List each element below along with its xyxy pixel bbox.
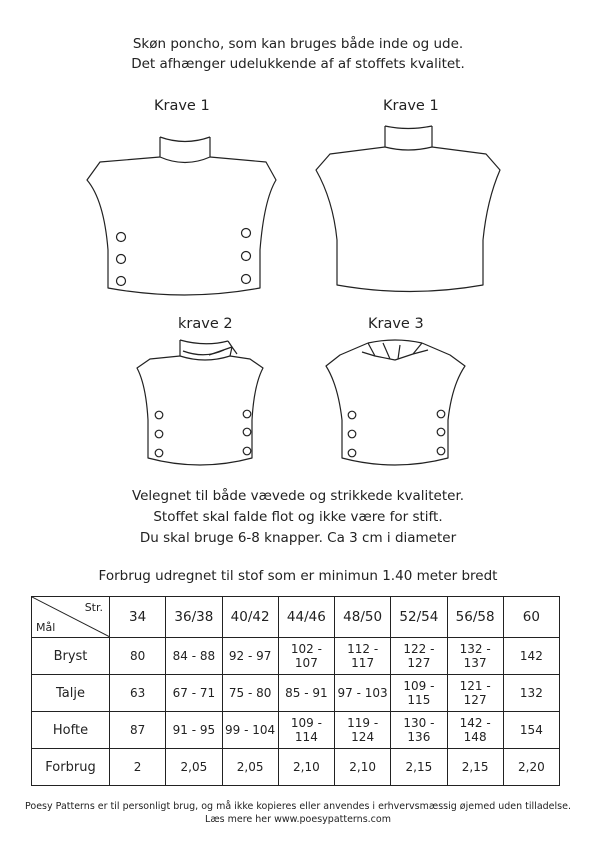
footer [0, 800, 596, 826]
notes-line-1: Velegnet til både vævede og strikkede kvaliteter. [131, 488, 465, 504]
table-cell: 142 - 148 [447, 712, 503, 749]
table-cell: 154 [503, 712, 559, 749]
size-header: 48/50 [335, 597, 391, 638]
table-cell: 119 - 124 [335, 712, 391, 749]
poncho-front-krave-1 [87, 137, 276, 295]
intro-line-2: Det afhænger udelukkende af af stoffets kvalitet. [131, 56, 465, 72]
table-cell: 2,05 [222, 749, 278, 786]
notes-text [0, 486, 596, 549]
table-cell: 102 - 107 [278, 638, 334, 675]
table-cell: 91 - 95 [166, 712, 222, 749]
poncho-front-krave-2 [137, 340, 263, 465]
table-cell: 112 - 117 [335, 638, 391, 675]
table-cell: 132 [503, 675, 559, 712]
footer-link: Læs mere her www.poesypatterns.com [205, 814, 391, 825]
intro-line-1: Skøn poncho, som kan bruges både inde og ude. [132, 36, 464, 52]
corner-size-label: Str. [84, 601, 103, 614]
notes-line-2: Stoffet skal falde flot og ikke være for stift. [153, 509, 443, 525]
size-header: 40/42 [222, 597, 278, 638]
table-corner-cell [32, 597, 110, 638]
footer-copyright: Poesy Patterns er til personligt brug, og må ikke kopieres eller anvendes i erhvervsmæssig øjemed uden tilladelse. [25, 801, 571, 812]
table-cell: 84 - 88 [166, 638, 222, 675]
table-cell: 2,10 [278, 749, 334, 786]
table-cell: 92 - 97 [222, 638, 278, 675]
figure-label-1: Krave 1 [154, 98, 210, 114]
table-cell: 80 [110, 638, 166, 675]
table-row-bryst [32, 638, 560, 675]
table-cell: 2,05 [166, 749, 222, 786]
table-cell: 132 - 137 [447, 638, 503, 675]
table-cell: 130 - 136 [391, 712, 447, 749]
poncho-back-krave-1 [316, 126, 500, 292]
table-cell: 63 [110, 675, 166, 712]
table-cell: 2,15 [447, 749, 503, 786]
size-header: 56/58 [447, 597, 503, 638]
figure-label-3: krave 2 [178, 316, 233, 332]
figure-label-4: Krave 3 [368, 316, 424, 332]
table-cell: 2,20 [503, 749, 559, 786]
table-row-talje [32, 675, 560, 712]
figure-label-2: Krave 1 [383, 98, 439, 114]
size-header: 44/46 [278, 597, 334, 638]
row-label: Forbrug [32, 749, 110, 786]
table-cell: 97 - 103 [335, 675, 391, 712]
table-cell: 122 - 127 [391, 638, 447, 675]
row-label: Hofte [32, 712, 110, 749]
table-row-hofte [32, 712, 560, 749]
size-header-row [32, 597, 560, 638]
table-row-forbrug [32, 749, 560, 786]
table-cell: 121 - 127 [447, 675, 503, 712]
size-header: 34 [110, 597, 166, 638]
row-label: Talje [32, 675, 110, 712]
table-cell: 109 - 114 [278, 712, 334, 749]
poncho-front-krave-3 [326, 340, 465, 465]
usage-title: Forbrug udregnet til stof som er minimun 1.40 meter bredt [98, 568, 498, 584]
size-header: 36/38 [166, 597, 222, 638]
table-cell: 2,15 [391, 749, 447, 786]
table-cell: 85 - 91 [278, 675, 334, 712]
table-cell: 2 [110, 749, 166, 786]
corner-measure-label: Mål [36, 621, 56, 634]
table-cell: 2,10 [335, 749, 391, 786]
size-header: 60 [503, 597, 559, 638]
size-table [31, 596, 560, 786]
size-header: 52/54 [391, 597, 447, 638]
notes-line-3: Du skal bruge 6-8 knapper. Ca 3 cm i diameter [139, 530, 457, 546]
table-cell: 75 - 80 [222, 675, 278, 712]
table-cell: 67 - 71 [166, 675, 222, 712]
table-cell: 109 - 115 [391, 675, 447, 712]
row-label: Bryst [32, 638, 110, 675]
table-cell: 142 [503, 638, 559, 675]
table-cell: 99 - 104 [222, 712, 278, 749]
table-cell: 87 [110, 712, 166, 749]
